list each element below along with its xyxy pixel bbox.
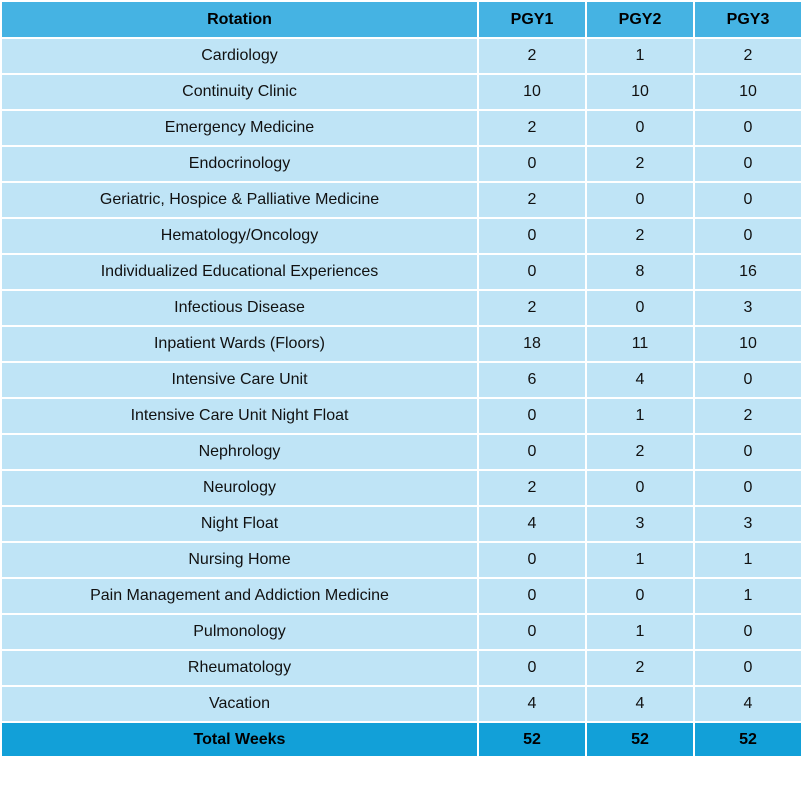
rotation-cell: Endocrinology (1, 146, 478, 182)
pgy3-cell: 0 (694, 182, 801, 218)
table-row (1, 182, 801, 218)
rotation-cell: Night Float (1, 506, 478, 542)
pgy2-cell: 1 (586, 614, 694, 650)
table-row (1, 686, 801, 722)
rotation-cell: Intensive Care Unit Night Float (1, 398, 478, 434)
table-row (1, 362, 801, 398)
table-footer (1, 722, 801, 757)
pgy2-cell: 0 (586, 110, 694, 146)
pgy2-cell: 1 (586, 542, 694, 578)
pgy1-cell: 10 (478, 74, 586, 110)
pgy2-cell: 11 (586, 326, 694, 362)
pgy3-cell: 0 (694, 470, 801, 506)
pgy3-cell: 2 (694, 398, 801, 434)
total-pgy3: 52 (694, 722, 801, 757)
pgy3-cell: 0 (694, 614, 801, 650)
pgy1-cell: 0 (478, 614, 586, 650)
table-row (1, 110, 801, 146)
table-row (1, 578, 801, 614)
pgy2-cell: 0 (586, 290, 694, 326)
rotation-cell: Nursing Home (1, 542, 478, 578)
rotation-cell: Rheumatology (1, 650, 478, 686)
rotation-cell: Neurology (1, 470, 478, 506)
table-row (1, 218, 801, 254)
pgy2-cell: 4 (586, 686, 694, 722)
pgy1-cell: 0 (478, 254, 586, 290)
pgy3-cell: 4 (694, 686, 801, 722)
pgy1-cell: 2 (478, 182, 586, 218)
table-row (1, 254, 801, 290)
pgy3-cell: 2 (694, 38, 801, 74)
pgy2-cell: 1 (586, 38, 694, 74)
table-row (1, 614, 801, 650)
header-row (1, 1, 801, 38)
table-row (1, 398, 801, 434)
table-row (1, 542, 801, 578)
total-row (1, 722, 801, 757)
rotation-cell: Inpatient Wards (Floors) (1, 326, 478, 362)
table-row (1, 470, 801, 506)
pgy2-cell: 8 (586, 254, 694, 290)
table-row (1, 506, 801, 542)
pgy1-cell: 18 (478, 326, 586, 362)
pgy2-cell: 2 (586, 218, 694, 254)
header-rotation: Rotation (1, 1, 478, 38)
pgy2-cell: 10 (586, 74, 694, 110)
rotation-cell: Pulmonology (1, 614, 478, 650)
table-header (1, 1, 801, 38)
table-body (1, 38, 801, 722)
table-row (1, 74, 801, 110)
pgy3-cell: 1 (694, 578, 801, 614)
rotation-cell: Emergency Medicine (1, 110, 478, 146)
total-label: Total Weeks (1, 722, 478, 757)
pgy3-cell: 10 (694, 326, 801, 362)
pgy2-cell: 2 (586, 650, 694, 686)
pgy1-cell: 4 (478, 686, 586, 722)
pgy2-cell: 3 (586, 506, 694, 542)
rotation-cell: Cardiology (1, 38, 478, 74)
pgy3-cell: 10 (694, 74, 801, 110)
pgy1-cell: 0 (478, 578, 586, 614)
rotation-cell: Hematology/Oncology (1, 218, 478, 254)
pgy1-cell: 0 (478, 218, 586, 254)
pgy1-cell: 2 (478, 470, 586, 506)
table-row (1, 290, 801, 326)
pgy2-cell: 4 (586, 362, 694, 398)
pgy3-cell: 16 (694, 254, 801, 290)
pgy2-cell: 0 (586, 578, 694, 614)
rotation-cell: Vacation (1, 686, 478, 722)
rotation-cell: Pain Management and Addiction Medicine (1, 578, 478, 614)
rotation-cell: Intensive Care Unit (1, 362, 478, 398)
pgy3-cell: 0 (694, 110, 801, 146)
pgy1-cell: 0 (478, 434, 586, 470)
pgy3-cell: 0 (694, 146, 801, 182)
pgy2-cell: 2 (586, 434, 694, 470)
table-row (1, 146, 801, 182)
pgy2-cell: 0 (586, 470, 694, 506)
rotation-cell: Infectious Disease (1, 290, 478, 326)
pgy1-cell: 2 (478, 290, 586, 326)
pgy2-cell: 0 (586, 182, 694, 218)
pgy1-cell: 4 (478, 506, 586, 542)
pgy3-cell: 3 (694, 506, 801, 542)
pgy1-cell: 0 (478, 398, 586, 434)
pgy2-cell: 1 (586, 398, 694, 434)
header-pgy1: PGY1 (478, 1, 586, 38)
rotation-cell: Nephrology (1, 434, 478, 470)
table-row (1, 38, 801, 74)
rotation-cell: Individualized Educational Experiences (1, 254, 478, 290)
table-row (1, 434, 801, 470)
pgy3-cell: 0 (694, 218, 801, 254)
table-row (1, 650, 801, 686)
pgy1-cell: 0 (478, 542, 586, 578)
table-row (1, 326, 801, 362)
pgy1-cell: 2 (478, 110, 586, 146)
pgy3-cell: 0 (694, 434, 801, 470)
rotation-cell: Geriatric, Hospice & Palliative Medicine (1, 182, 478, 218)
total-pgy1: 52 (478, 722, 586, 757)
pgy2-cell: 2 (586, 146, 694, 182)
pgy1-cell: 0 (478, 146, 586, 182)
pgy3-cell: 0 (694, 362, 801, 398)
pgy3-cell: 1 (694, 542, 801, 578)
total-pgy2: 52 (586, 722, 694, 757)
pgy3-cell: 0 (694, 650, 801, 686)
rotation-cell: Continuity Clinic (1, 74, 478, 110)
header-pgy3: PGY3 (694, 1, 801, 38)
pgy1-cell: 0 (478, 650, 586, 686)
pgy1-cell: 6 (478, 362, 586, 398)
header-pgy2: PGY2 (586, 1, 694, 38)
pgy3-cell: 3 (694, 290, 801, 326)
pgy1-cell: 2 (478, 38, 586, 74)
